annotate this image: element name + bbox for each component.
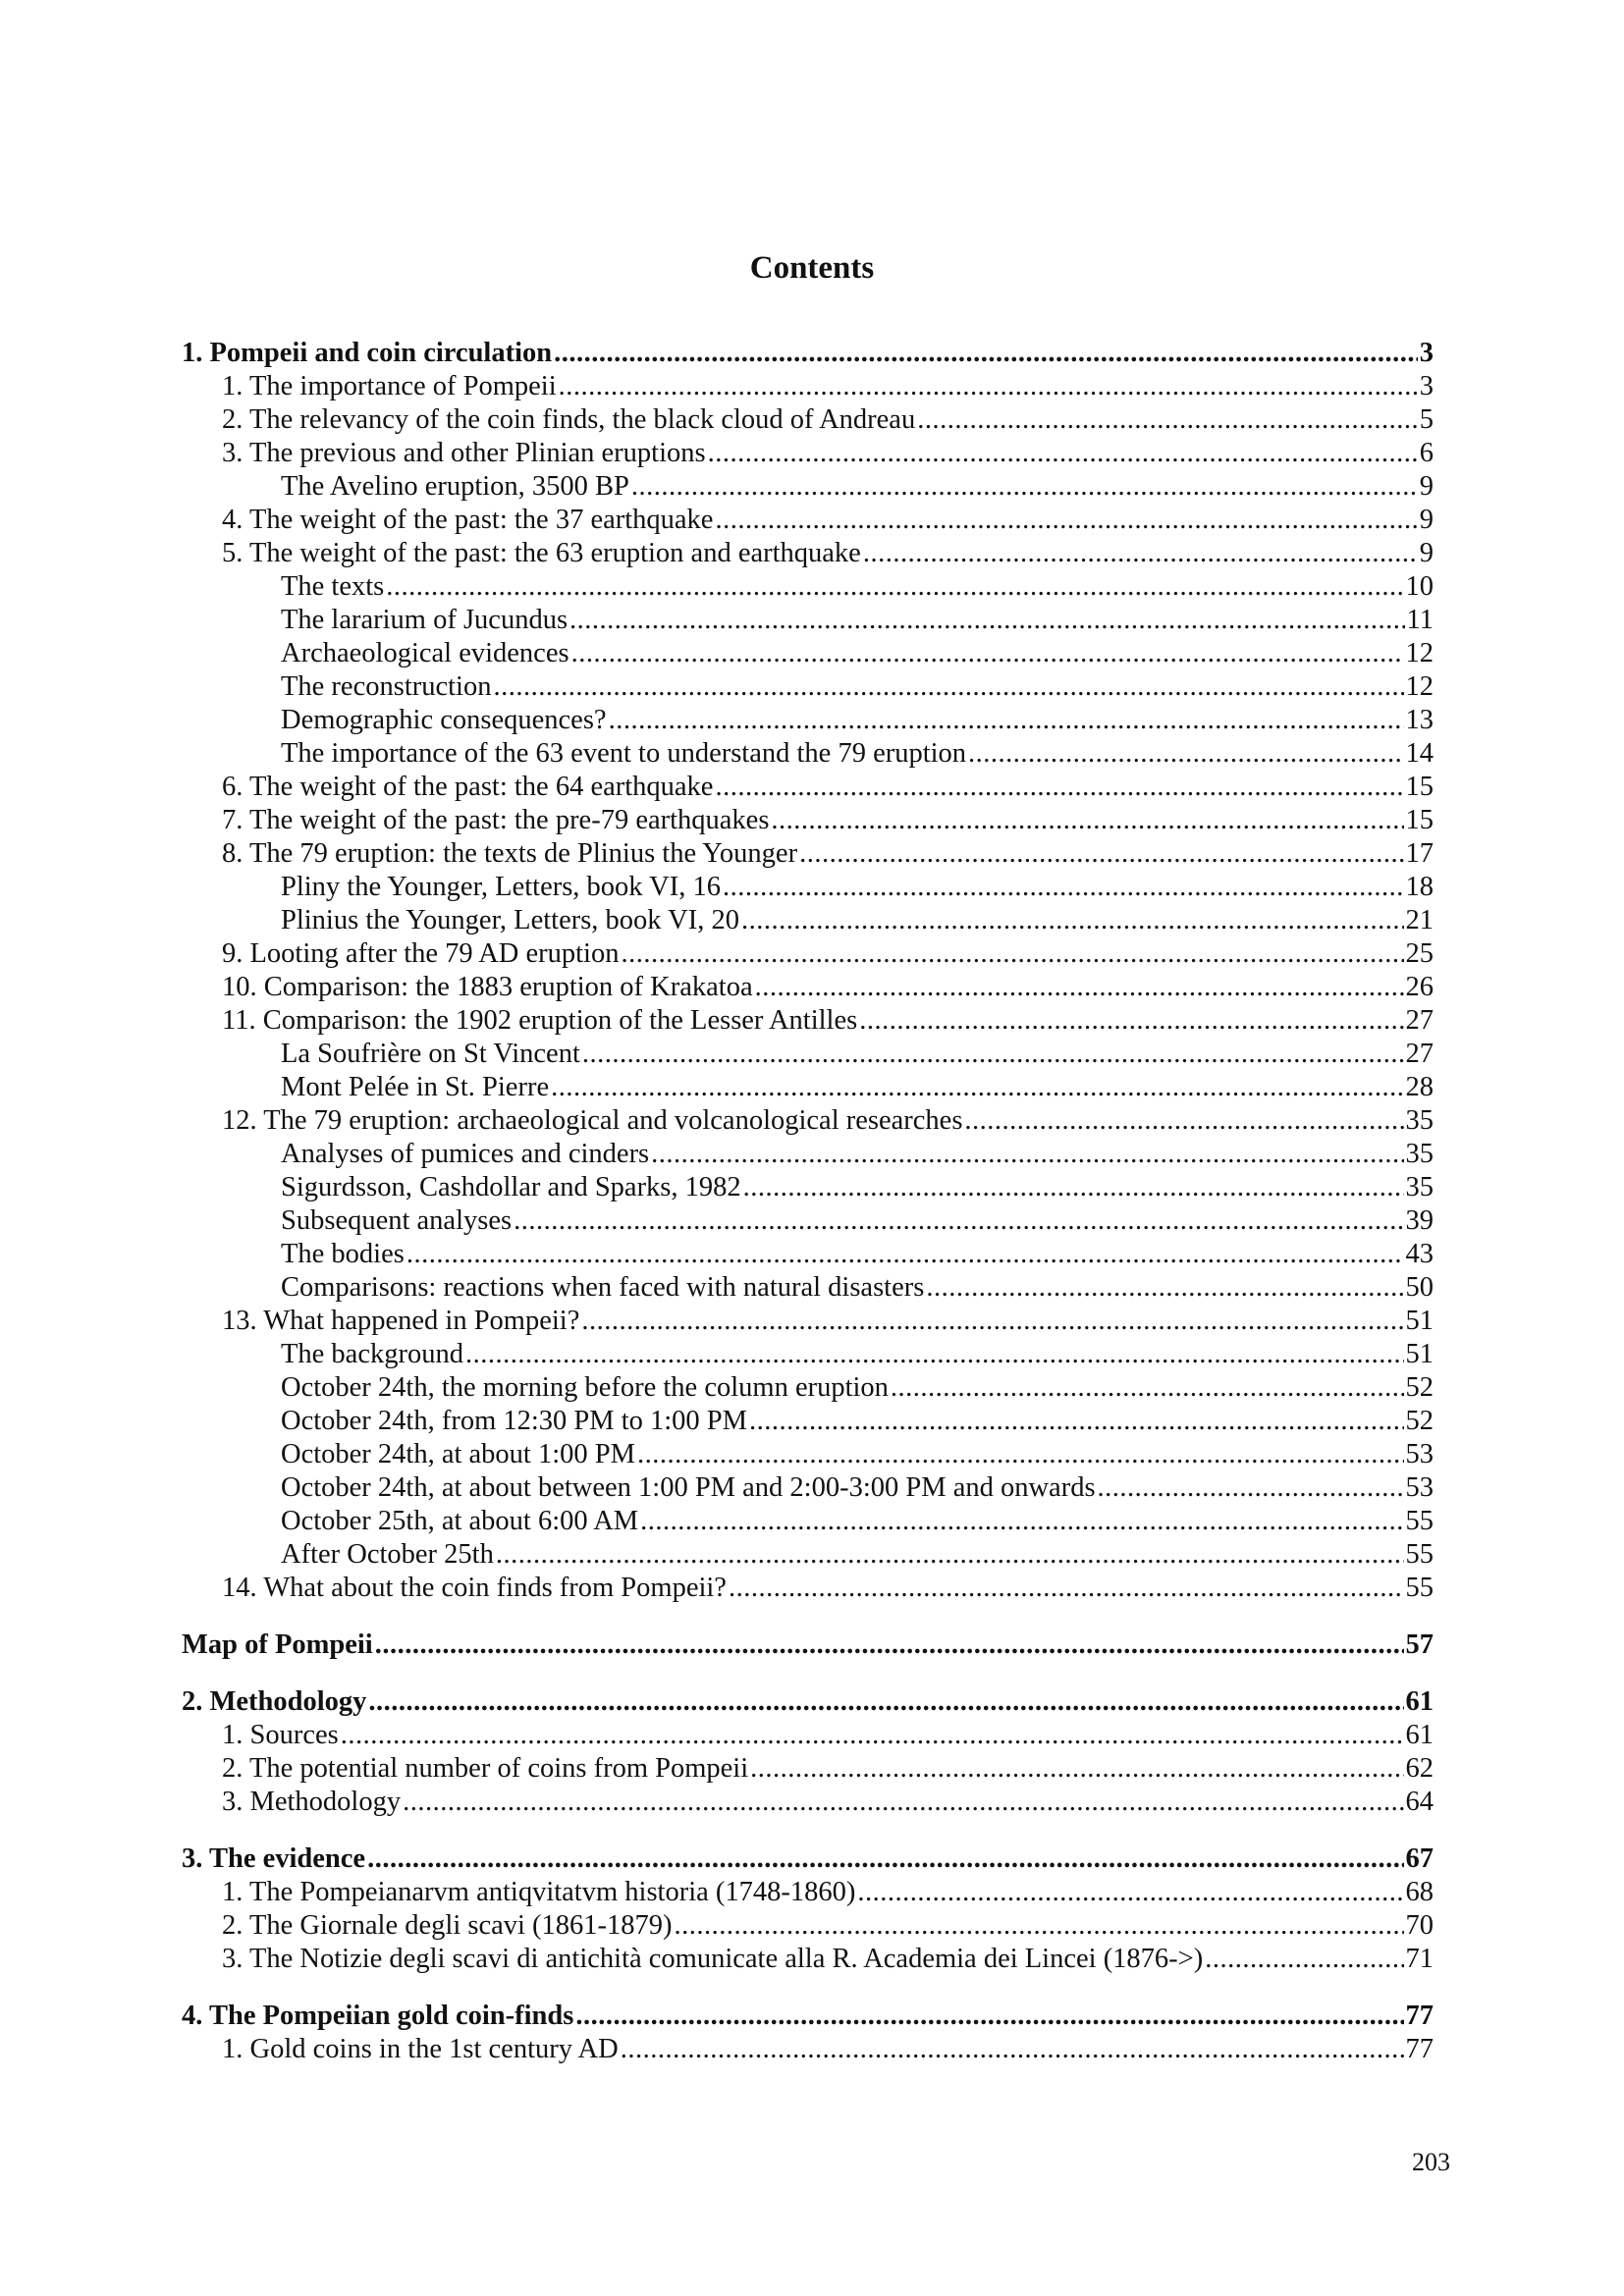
toc-entry-page: 28 bbox=[1405, 1072, 1434, 1102]
toc-subsection-entry[interactable] bbox=[182, 1438, 1434, 1471]
toc-entry-page: 55 bbox=[1405, 1573, 1434, 1603]
toc-entry-page: 71 bbox=[1405, 1944, 1434, 1974]
dot-leader bbox=[743, 1171, 1404, 1204]
toc-entry-title: October 24th, from 12:30 PM to 1:00 PM bbox=[281, 1406, 747, 1436]
toc-entry-page: 17 bbox=[1405, 838, 1434, 869]
toc-entry-page: 77 bbox=[1405, 2034, 1434, 2064]
toc-section-entry[interactable] bbox=[182, 1104, 1434, 1138]
toc-entry-page: 43 bbox=[1405, 1239, 1434, 1269]
dot-leader bbox=[571, 637, 1404, 670]
dot-leader bbox=[715, 771, 1403, 804]
toc-entry-title: 9. Looting after the 79 AD eruption bbox=[222, 938, 620, 969]
toc-entry-title: 8. The 79 eruption: the texts de Plinius the Younger bbox=[222, 838, 798, 869]
dot-leader bbox=[514, 1204, 1403, 1238]
dot-leader bbox=[755, 971, 1404, 1004]
toc-entry-title: Mont Pelée in St. Pierre bbox=[281, 1072, 550, 1102]
toc-entry-title: La Soufrière on St Vincent bbox=[281, 1039, 580, 1069]
toc-entry-title: The Avelino eruption, 3500 BP bbox=[281, 471, 629, 502]
toc-subsection-entry[interactable] bbox=[182, 1071, 1434, 1104]
toc-entry-page: 53 bbox=[1405, 1439, 1434, 1469]
toc-section-entry[interactable] bbox=[182, 1909, 1434, 1943]
toc-subsection-entry[interactable] bbox=[182, 1371, 1434, 1405]
toc-section-entry[interactable] bbox=[182, 804, 1434, 837]
toc-chapter-entry[interactable] bbox=[182, 1842, 1434, 1876]
toc-entry-title: Map of Pompeii bbox=[182, 1629, 373, 1660]
dot-leader bbox=[1098, 1471, 1404, 1505]
toc-section-entry[interactable] bbox=[182, 1943, 1434, 1976]
toc-entry-title: Archaeological evidences bbox=[281, 638, 569, 668]
toc-entry-page: 10 bbox=[1405, 571, 1434, 602]
dot-leader bbox=[637, 1438, 1404, 1471]
toc-section-entry[interactable] bbox=[182, 1786, 1434, 1819]
toc-entry-page: 18 bbox=[1405, 872, 1434, 902]
dot-leader bbox=[551, 1071, 1403, 1104]
dot-leader bbox=[465, 1338, 1404, 1371]
toc-entry-page: 64 bbox=[1405, 1787, 1434, 1817]
toc-entry-page: 27 bbox=[1405, 1005, 1434, 1036]
toc-entry-title: 3. The previous and other Plinian eruptions bbox=[222, 438, 706, 468]
toc-entry-title: 7. The weight of the past: the pre-79 earthquakes bbox=[222, 805, 770, 835]
page-number: 203 bbox=[1412, 2148, 1450, 2176]
toc-entry-page: 12 bbox=[1405, 671, 1434, 702]
toc-entry-page: 9 bbox=[1419, 471, 1434, 502]
toc-section-entry[interactable] bbox=[182, 971, 1434, 1004]
toc-chapter-entry[interactable] bbox=[182, 2000, 1434, 2033]
toc-entry-title: 4. The weight of the past: the 37 earthquake bbox=[222, 505, 714, 535]
toc-subsection-entry[interactable] bbox=[182, 1138, 1434, 1171]
dot-leader bbox=[723, 871, 1404, 904]
toc-section-entry[interactable] bbox=[182, 1572, 1434, 1605]
toc-entry-title: The lararium of Jucundus bbox=[281, 605, 568, 635]
toc-section-entry[interactable] bbox=[182, 537, 1434, 570]
toc-section-entry[interactable] bbox=[182, 937, 1434, 971]
toc-subsection-entry[interactable] bbox=[182, 637, 1434, 670]
toc-entry-page: 3 bbox=[1419, 371, 1434, 401]
toc-entry-page: 52 bbox=[1405, 1406, 1434, 1436]
toc-entry-page: 21 bbox=[1405, 905, 1434, 935]
toc-entry-page: 15 bbox=[1405, 805, 1434, 835]
toc-entry-title: October 24th, the morning before the column eruption bbox=[281, 1372, 889, 1403]
toc-entry-page: 9 bbox=[1419, 505, 1434, 535]
dot-leader bbox=[1205, 1943, 1403, 1976]
dot-leader bbox=[406, 1238, 1404, 1271]
toc-entry-page: 35 bbox=[1405, 1139, 1434, 1169]
toc-entry-page: 68 bbox=[1405, 1877, 1434, 1907]
toc-entry-page: 39 bbox=[1405, 1205, 1434, 1236]
toc-entry-title: 2. Methodology bbox=[182, 1686, 367, 1717]
toc-entry-page: 67 bbox=[1405, 1843, 1434, 1874]
toc-entry-page: 55 bbox=[1405, 1539, 1434, 1570]
dot-leader bbox=[575, 2000, 1403, 2033]
toc-subsection-entry[interactable] bbox=[182, 704, 1434, 737]
toc-subsection-entry[interactable] bbox=[182, 1038, 1434, 1071]
dot-leader bbox=[640, 1505, 1403, 1538]
dot-leader bbox=[621, 937, 1403, 971]
toc-entry-page: 9 bbox=[1419, 538, 1434, 568]
toc-entry-title: Analyses of pumices and cinders bbox=[281, 1139, 650, 1169]
toc-entry-title: Demographic consequences? bbox=[281, 705, 607, 735]
dot-leader bbox=[891, 1371, 1404, 1405]
toc-entry-page: 35 bbox=[1405, 1105, 1434, 1136]
toc-subsection-entry[interactable] bbox=[182, 1238, 1434, 1271]
toc-section-entry[interactable] bbox=[182, 403, 1434, 437]
dot-leader bbox=[675, 1909, 1404, 1943]
toc-entry-page: 6 bbox=[1419, 438, 1434, 468]
toc-entry-title: Sigurdsson, Cashdollar and Sparks, 1982 bbox=[281, 1172, 741, 1202]
toc-section-entry[interactable] bbox=[182, 1004, 1434, 1038]
dot-leader bbox=[341, 1719, 1404, 1752]
dot-leader bbox=[715, 504, 1417, 537]
toc-entry-title: 1. Sources bbox=[222, 1720, 339, 1750]
dot-leader bbox=[621, 2033, 1404, 2066]
toc-subsection-entry[interactable] bbox=[182, 1538, 1434, 1572]
dot-leader bbox=[926, 1271, 1403, 1305]
dot-leader bbox=[375, 1629, 1404, 1662]
toc-subsection-entry[interactable] bbox=[182, 904, 1434, 937]
toc-section-entry[interactable] bbox=[182, 1876, 1434, 1909]
toc-entry-page: 61 bbox=[1405, 1686, 1434, 1717]
dot-leader bbox=[968, 737, 1403, 771]
toc-entry-title: October 25th, at about 6:00 AM bbox=[281, 1506, 639, 1536]
toc-section-entry[interactable] bbox=[182, 771, 1434, 804]
toc-entry-title: 12. The 79 eruption: archaeological and volcanological researches bbox=[222, 1105, 963, 1136]
toc-entry-page: 52 bbox=[1405, 1372, 1434, 1403]
dot-leader bbox=[496, 1538, 1404, 1572]
toc-entry-title: The bodies bbox=[281, 1239, 405, 1269]
toc-chapter-entry[interactable] bbox=[182, 1685, 1434, 1719]
toc-section-entry[interactable] bbox=[182, 437, 1434, 470]
dot-leader bbox=[493, 670, 1403, 704]
dot-leader bbox=[863, 537, 1418, 570]
dot-leader bbox=[631, 470, 1418, 504]
toc-entry-page: 70 bbox=[1405, 1910, 1434, 1941]
toc-entry-title: The background bbox=[281, 1339, 463, 1369]
toc-entry-page: 11 bbox=[1406, 605, 1434, 635]
toc-entry-title: 1. Gold coins in the 1st century AD bbox=[222, 2034, 619, 2064]
toc-subsection-entry[interactable] bbox=[182, 871, 1434, 904]
toc-entry-page: 51 bbox=[1405, 1306, 1434, 1336]
dot-leader bbox=[368, 1685, 1403, 1719]
dot-leader bbox=[554, 337, 1418, 370]
toc-entry-page: 77 bbox=[1405, 2001, 1434, 2031]
toc-entry-page: 55 bbox=[1405, 1506, 1434, 1536]
dot-leader bbox=[569, 604, 1405, 637]
toc-subsection-entry[interactable] bbox=[182, 1338, 1434, 1371]
dot-leader bbox=[559, 370, 1418, 403]
toc-subsection-entry[interactable] bbox=[182, 1505, 1434, 1538]
toc-section-entry[interactable] bbox=[182, 837, 1434, 871]
toc-section-entry[interactable] bbox=[182, 370, 1434, 403]
dot-leader bbox=[708, 437, 1418, 470]
dot-leader bbox=[917, 403, 1418, 437]
dot-leader bbox=[859, 1004, 1403, 1038]
toc-entry-title: October 24th, at about 1:00 PM bbox=[281, 1439, 635, 1469]
toc-entry-title: 13. What happened in Pompeii? bbox=[222, 1306, 580, 1336]
dot-leader bbox=[609, 704, 1404, 737]
toc-entry-title: 1. The Pompeianarvm antiqvitatvm historia (1748-1860) bbox=[222, 1877, 856, 1907]
toc-subsection-entry[interactable] bbox=[182, 1405, 1434, 1438]
toc-chapter-entry[interactable] bbox=[182, 337, 1434, 370]
toc-entry-page: 15 bbox=[1405, 772, 1434, 802]
dot-leader bbox=[799, 837, 1403, 871]
toc-entry-title: 3. The evidence bbox=[182, 1843, 366, 1874]
toc-entry-title: 1. Pompeii and coin circulation bbox=[182, 338, 553, 368]
dot-leader bbox=[857, 1876, 1403, 1909]
dot-leader bbox=[750, 1752, 1403, 1786]
toc-entry-title: 14. What about the coin finds from Pompeii? bbox=[222, 1573, 727, 1603]
dot-leader bbox=[581, 1305, 1403, 1338]
toc-entry-title: 3. The Notizie degli scavi di antichità comunicate alla R. Academia dei Lincei (1876->) bbox=[222, 1944, 1204, 1974]
toc-section-entry[interactable] bbox=[182, 1719, 1434, 1752]
toc-entry-title: Pliny the Younger, Letters, book VI, 16 bbox=[281, 872, 721, 902]
toc-section-entry[interactable] bbox=[182, 1752, 1434, 1786]
toc-subsection-entry[interactable] bbox=[182, 470, 1434, 504]
dot-leader bbox=[582, 1038, 1404, 1071]
toc-entry-title: Subsequent analyses bbox=[281, 1205, 513, 1236]
toc-entry-title: 2. The Giornale degli scavi (1861-1879) bbox=[222, 1910, 673, 1941]
toc-entry-title: 4. The Pompeiian gold coin-finds bbox=[182, 2001, 574, 2031]
toc-entry-title: 1. The importance of Pompeii bbox=[222, 371, 557, 401]
dot-leader bbox=[729, 1572, 1404, 1605]
toc-entry-title: After October 25th bbox=[281, 1539, 494, 1570]
toc-entry-title: 3. Methodology bbox=[222, 1787, 402, 1817]
toc-entry-page: 61 bbox=[1405, 1720, 1434, 1750]
toc-entry-title: The importance of the 63 event to understand the 79 eruption bbox=[281, 738, 967, 769]
toc-section-entry[interactable] bbox=[182, 504, 1434, 537]
toc-entry-title: 10. Comparison: the 1883 eruption of Krakatoa bbox=[222, 972, 753, 1002]
toc-subsection-entry[interactable] bbox=[182, 670, 1434, 704]
toc-subsection-entry[interactable] bbox=[182, 1171, 1434, 1204]
toc-subsection-entry[interactable] bbox=[182, 570, 1434, 604]
toc-entry-page: 25 bbox=[1405, 938, 1434, 969]
toc-entry-title: October 24th, at about between 1:00 PM and 2:00-3:00 PM and onwards bbox=[281, 1472, 1096, 1503]
dot-leader bbox=[771, 804, 1403, 837]
toc-entry-title: The reconstruction bbox=[281, 671, 492, 702]
toc-entry-page: 57 bbox=[1405, 1629, 1434, 1660]
toc-entry-page: 35 bbox=[1405, 1172, 1434, 1202]
dot-leader bbox=[386, 570, 1403, 604]
toc-entry-title: 5. The weight of the past: the 63 eruption and earthquake bbox=[222, 538, 861, 568]
toc-chapter-entry[interactable] bbox=[182, 1629, 1434, 1662]
toc-entry-page: 14 bbox=[1405, 738, 1434, 769]
toc-entry-page: 26 bbox=[1405, 972, 1434, 1002]
table-of-contents bbox=[182, 337, 1434, 2066]
toc-entry-title: 2. The relevancy of the coin finds, the black cloud of Andreau bbox=[222, 404, 916, 435]
toc-entry-title: Comparisons: reactions when faced with natural disasters bbox=[281, 1272, 925, 1303]
toc-entry-page: 53 bbox=[1405, 1472, 1434, 1503]
toc-entry-title: 11. Comparison: the 1902 eruption of the Lesser Antilles bbox=[222, 1005, 858, 1036]
toc-section-entry[interactable] bbox=[182, 1305, 1434, 1338]
page-title: Contents bbox=[749, 250, 875, 286]
toc-entry-title: 2. The potential number of coins from Pompeii bbox=[222, 1753, 749, 1784]
toc-entry-page: 62 bbox=[1405, 1753, 1434, 1784]
dot-leader bbox=[651, 1138, 1403, 1171]
toc-subsection-entry[interactable] bbox=[182, 737, 1434, 771]
dot-leader bbox=[367, 1842, 1403, 1876]
toc-subsection-entry[interactable] bbox=[182, 604, 1434, 637]
toc-entry-title: Plinius the Younger, Letters, book VI, 20 bbox=[281, 905, 739, 935]
toc-section-entry[interactable] bbox=[182, 2033, 1434, 2066]
toc-entry-page: 27 bbox=[1405, 1039, 1434, 1069]
dot-leader bbox=[741, 904, 1404, 937]
toc-entry-title: The texts bbox=[281, 571, 385, 602]
toc-entry-page: 50 bbox=[1405, 1272, 1434, 1303]
toc-subsection-entry[interactable] bbox=[182, 1271, 1434, 1305]
toc-subsection-entry[interactable] bbox=[182, 1204, 1434, 1238]
dot-leader bbox=[964, 1104, 1403, 1138]
dot-leader bbox=[749, 1405, 1404, 1438]
dot-leader bbox=[403, 1786, 1403, 1819]
toc-entry-title: 6. The weight of the past: the 64 earthquake bbox=[222, 772, 714, 802]
toc-entry-page: 3 bbox=[1419, 338, 1434, 368]
toc-subsection-entry[interactable] bbox=[182, 1471, 1434, 1505]
toc-entry-page: 5 bbox=[1419, 404, 1434, 435]
toc-entry-page: 13 bbox=[1405, 705, 1434, 735]
toc-entry-page: 51 bbox=[1405, 1339, 1434, 1369]
toc-entry-page: 12 bbox=[1405, 638, 1434, 668]
